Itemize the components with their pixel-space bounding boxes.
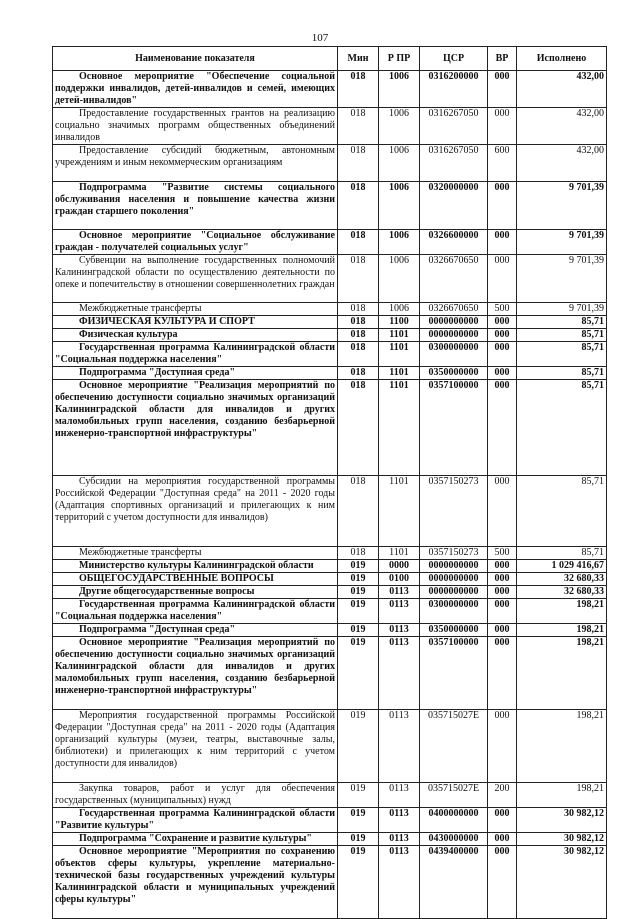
row-done-cell: 85,71 bbox=[517, 329, 607, 342]
row-rpr-cell: 0113 bbox=[379, 783, 420, 808]
table-row bbox=[53, 710, 607, 783]
row-csr-cell: 0326670650 bbox=[420, 255, 488, 303]
row-min-cell: 018 bbox=[338, 230, 379, 255]
row-csr-cell: 0430000000 bbox=[420, 833, 488, 846]
table-row bbox=[53, 476, 607, 547]
row-min-cell: 019 bbox=[338, 624, 379, 637]
table-row bbox=[53, 833, 607, 846]
table-row bbox=[53, 846, 607, 919]
row-vr-cell: 500 bbox=[488, 547, 517, 560]
row-done-cell: 32 680,33 bbox=[517, 586, 607, 599]
row-rpr-cell: 0113 bbox=[379, 710, 420, 783]
row-done-cell: 85,71 bbox=[517, 476, 607, 547]
row-vr-cell: 000 bbox=[488, 108, 517, 145]
row-min-cell: 018 bbox=[338, 108, 379, 145]
row-vr-cell: 000 bbox=[488, 182, 517, 230]
table-row bbox=[53, 808, 607, 833]
header-rpr: Р ПР bbox=[379, 47, 420, 71]
row-name-cell: Субсидии на мероприятия государственной программы Российской Федерации "Доступная среда" на 2011 - 2020 годы (Адаптация спортивных организаций и прилегающих к ним территорий с учетом доступности для инвалидов) bbox=[53, 476, 338, 547]
row-min-cell: 019 bbox=[338, 710, 379, 783]
row-min-cell: 019 bbox=[338, 833, 379, 846]
row-csr-cell: 035715027E bbox=[420, 710, 488, 783]
row-rpr-cell: 0113 bbox=[379, 833, 420, 846]
table-row bbox=[53, 560, 607, 573]
row-done-cell: 9 701,39 bbox=[517, 255, 607, 303]
row-rpr-cell: 0113 bbox=[379, 846, 420, 919]
row-vr-cell: 000 bbox=[488, 255, 517, 303]
row-vr-cell: 000 bbox=[488, 316, 517, 329]
row-csr-cell: 0400000000 bbox=[420, 808, 488, 833]
row-name-cell: Министерство культуры Калининградской области bbox=[53, 560, 338, 573]
row-csr-cell: 0357150273 bbox=[420, 476, 488, 547]
row-name-cell: ФИЗИЧЕСКАЯ КУЛЬТУРА И СПОРТ bbox=[53, 316, 338, 329]
table-row bbox=[53, 783, 607, 808]
row-rpr-cell: 1006 bbox=[379, 145, 420, 182]
row-min-cell: 019 bbox=[338, 573, 379, 586]
row-vr-cell: 000 bbox=[488, 329, 517, 342]
row-csr-cell: 0357100000 bbox=[420, 380, 488, 476]
row-done-cell: 32 680,33 bbox=[517, 573, 607, 586]
row-rpr-cell: 0100 bbox=[379, 573, 420, 586]
row-vr-cell: 000 bbox=[488, 380, 517, 476]
table-row bbox=[53, 624, 607, 637]
row-vr-cell: 200 bbox=[488, 783, 517, 808]
row-name-cell: Основное мероприятие "Реализация мероприятий по обеспечению доступности социально значимых организаций Калининградской области для инвалидов и других маломобильных групп населения, созданию безбарьерной инженерно-транспортной инфраструктуры" bbox=[53, 637, 338, 710]
row-done-cell: 85,71 bbox=[517, 316, 607, 329]
row-vr-cell: 000 bbox=[488, 624, 517, 637]
header-csr: ЦСР bbox=[420, 47, 488, 71]
row-done-cell: 9 701,39 bbox=[517, 182, 607, 230]
row-done-cell: 198,21 bbox=[517, 637, 607, 710]
row-min-cell: 019 bbox=[338, 808, 379, 833]
row-rpr-cell: 1101 bbox=[379, 380, 420, 476]
row-rpr-cell: 0113 bbox=[379, 599, 420, 624]
row-csr-cell: 0320000000 bbox=[420, 182, 488, 230]
row-rpr-cell: 1101 bbox=[379, 547, 420, 560]
row-vr-cell: 000 bbox=[488, 342, 517, 367]
row-min-cell: 018 bbox=[338, 145, 379, 182]
row-vr-cell: 000 bbox=[488, 71, 517, 108]
row-rpr-cell: 1101 bbox=[379, 342, 420, 367]
row-rpr-cell: 0113 bbox=[379, 586, 420, 599]
row-min-cell: 018 bbox=[338, 367, 379, 380]
row-name-cell: Основное мероприятие "Реализация мероприятий по обеспечению доступности социально значимых организаций Калининградской области для инвалидов и других маломобильных групп населения, созданию безбарьерной инженерно-транспортной инфраструктуры" bbox=[53, 380, 338, 476]
table-row bbox=[53, 586, 607, 599]
row-rpr-cell: 0113 bbox=[379, 637, 420, 710]
row-done-cell: 85,71 bbox=[517, 342, 607, 367]
row-min-cell: 019 bbox=[338, 560, 379, 573]
row-csr-cell: 0000000000 bbox=[420, 329, 488, 342]
header-done: Исполнено bbox=[517, 47, 607, 71]
row-csr-cell: 0000000000 bbox=[420, 586, 488, 599]
row-min-cell: 019 bbox=[338, 586, 379, 599]
row-rpr-cell: 1006 bbox=[379, 182, 420, 230]
row-rpr-cell: 0113 bbox=[379, 624, 420, 637]
row-done-cell: 30 982,12 bbox=[517, 833, 607, 846]
row-csr-cell: 0316267050 bbox=[420, 145, 488, 182]
table-row bbox=[53, 230, 607, 255]
row-vr-cell: 000 bbox=[488, 476, 517, 547]
row-name-cell: Межбюджетные трансферты bbox=[53, 547, 338, 560]
row-csr-cell: 0000000000 bbox=[420, 573, 488, 586]
row-name-cell: Основное мероприятие "Обеспечение социальной поддержки инвалидов, детей-инвалидов и семей, имеющих детей-инвалидов" bbox=[53, 71, 338, 108]
row-done-cell: 198,21 bbox=[517, 783, 607, 808]
row-name-cell: Физическая культура bbox=[53, 329, 338, 342]
row-done-cell: 85,71 bbox=[517, 547, 607, 560]
row-vr-cell: 000 bbox=[488, 573, 517, 586]
row-name-cell: Подпрограмма "Развитие системы социального обслуживания населения и повышение качества жизни граждан старшего поколения" bbox=[53, 182, 338, 230]
header-vr: ВР bbox=[488, 47, 517, 71]
row-rpr-cell: 1006 bbox=[379, 71, 420, 108]
row-name-cell: Подпрограмма "Доступная среда" bbox=[53, 624, 338, 637]
row-rpr-cell: 1006 bbox=[379, 303, 420, 316]
row-name-cell: Закупка товаров, работ и услуг для обеспечения государственных (муниципальных) нужд bbox=[53, 783, 338, 808]
row-vr-cell: 000 bbox=[488, 586, 517, 599]
row-name-cell: Другие общегосударственные вопросы bbox=[53, 586, 338, 599]
row-vr-cell: 000 bbox=[488, 560, 517, 573]
row-name-cell: Субвенции на выполнение государственных полномочий Калининградской области по осуществлению деятельности по опеке и попечительству в отношении совершеннолетних граждан bbox=[53, 255, 338, 303]
row-rpr-cell: 0113 bbox=[379, 808, 420, 833]
row-done-cell: 85,71 bbox=[517, 367, 607, 380]
row-done-cell: 198,21 bbox=[517, 710, 607, 783]
row-vr-cell: 000 bbox=[488, 846, 517, 919]
row-rpr-cell: 1006 bbox=[379, 230, 420, 255]
row-csr-cell: 0316200000 bbox=[420, 71, 488, 108]
row-done-cell: 432,00 bbox=[517, 145, 607, 182]
row-name-cell: Подпрограмма "Сохранение и развитие культуры" bbox=[53, 833, 338, 846]
table-row bbox=[53, 547, 607, 560]
row-name-cell: Государственная программа Калининградской области "Социальная поддержка населения" bbox=[53, 599, 338, 624]
table-row bbox=[53, 342, 607, 367]
row-name-cell: Государственная программа Калининградской области "Развитие культуры" bbox=[53, 808, 338, 833]
row-min-cell: 018 bbox=[338, 182, 379, 230]
row-csr-cell: 0300000000 bbox=[420, 599, 488, 624]
row-min-cell: 018 bbox=[338, 476, 379, 547]
row-vr-cell: 500 bbox=[488, 303, 517, 316]
row-name-cell: ОБЩЕГОСУДАРСТВЕННЫЕ ВОПРОСЫ bbox=[53, 573, 338, 586]
row-rpr-cell: 1006 bbox=[379, 108, 420, 145]
table-row bbox=[53, 599, 607, 624]
row-csr-cell: 0326670650 bbox=[420, 303, 488, 316]
row-vr-cell: 600 bbox=[488, 145, 517, 182]
row-name-cell: Основное мероприятие "Социальное обслуживание граждан - получателей социальных услуг" bbox=[53, 230, 338, 255]
row-csr-cell: 0357150273 bbox=[420, 547, 488, 560]
row-vr-cell: 000 bbox=[488, 367, 517, 380]
table-row bbox=[53, 573, 607, 586]
row-min-cell: 018 bbox=[338, 71, 379, 108]
row-min-cell: 019 bbox=[338, 783, 379, 808]
row-name-cell: Подпрограмма "Доступная среда" bbox=[53, 367, 338, 380]
header-name: Наименование показателя bbox=[53, 47, 338, 71]
row-vr-cell: 000 bbox=[488, 833, 517, 846]
row-done-cell: 432,00 bbox=[517, 108, 607, 145]
table-row bbox=[53, 637, 607, 710]
row-done-cell: 9 701,39 bbox=[517, 303, 607, 316]
row-min-cell: 018 bbox=[338, 329, 379, 342]
row-csr-cell: 0350000000 bbox=[420, 624, 488, 637]
row-min-cell: 018 bbox=[338, 547, 379, 560]
row-done-cell: 432,00 bbox=[517, 71, 607, 108]
table-row bbox=[53, 255, 607, 303]
table-row bbox=[53, 367, 607, 380]
row-min-cell: 018 bbox=[338, 380, 379, 476]
row-min-cell: 018 bbox=[338, 255, 379, 303]
row-min-cell: 018 bbox=[338, 316, 379, 329]
table-row bbox=[53, 303, 607, 316]
row-csr-cell: 035715027E bbox=[420, 783, 488, 808]
table-row bbox=[53, 71, 607, 108]
row-csr-cell: 0300000000 bbox=[420, 342, 488, 367]
row-csr-cell: 0316267050 bbox=[420, 108, 488, 145]
table-row bbox=[53, 145, 607, 182]
row-done-cell: 30 982,12 bbox=[517, 808, 607, 833]
row-done-cell: 198,21 bbox=[517, 599, 607, 624]
row-min-cell: 018 bbox=[338, 342, 379, 367]
row-csr-cell: 0439400000 bbox=[420, 846, 488, 919]
row-csr-cell: 0000000000 bbox=[420, 560, 488, 573]
row-csr-cell: 0357100000 bbox=[420, 637, 488, 710]
row-done-cell: 1 029 416,67 bbox=[517, 560, 607, 573]
row-rpr-cell: 1101 bbox=[379, 476, 420, 547]
row-done-cell: 9 701,39 bbox=[517, 230, 607, 255]
row-done-cell: 198,21 bbox=[517, 624, 607, 637]
row-name-cell: Предоставление субсидий бюджетным, автономным учреждениям и иным некоммерческим организациям bbox=[53, 145, 338, 182]
row-csr-cell: 0000000000 bbox=[420, 316, 488, 329]
table-row bbox=[53, 108, 607, 145]
row-csr-cell: 0350000000 bbox=[420, 367, 488, 380]
row-done-cell: 30 982,12 bbox=[517, 846, 607, 919]
row-min-cell: 019 bbox=[338, 846, 379, 919]
row-min-cell: 018 bbox=[338, 303, 379, 316]
row-csr-cell: 0326600000 bbox=[420, 230, 488, 255]
row-name-cell: Межбюджетные трансферты bbox=[53, 303, 338, 316]
table-row bbox=[53, 380, 607, 476]
row-name-cell: Государственная программа Калининградской области "Социальная поддержка населения" bbox=[53, 342, 338, 367]
row-rpr-cell: 0000 bbox=[379, 560, 420, 573]
row-min-cell: 019 bbox=[338, 599, 379, 624]
row-name-cell: Предоставление государственных грантов на реализацию социально значимых программ общественных объединений инвалидов bbox=[53, 108, 338, 145]
row-min-cell: 019 bbox=[338, 637, 379, 710]
table-row bbox=[53, 329, 607, 342]
table-row bbox=[53, 316, 607, 329]
table-header-row bbox=[53, 47, 607, 71]
row-vr-cell: 000 bbox=[488, 808, 517, 833]
row-rpr-cell: 1006 bbox=[379, 255, 420, 303]
table-row bbox=[53, 182, 607, 230]
row-rpr-cell: 1101 bbox=[379, 367, 420, 380]
row-vr-cell: 000 bbox=[488, 230, 517, 255]
row-name-cell: Мероприятия государственной программы Российской Федерации "Доступная среда" на 2011 - 2020 годы (Адаптация организаций культуры (музеи, театры, выставочные залы, библиотеки) и прилегающих к ним территорий с учетом доступности для инвалидов) bbox=[53, 710, 338, 783]
header-min: Мин bbox=[338, 47, 379, 71]
row-name-cell: Основное мероприятие "Мероприятия по сохранению объектов сферы культуры, укрепление материально-технической базы государственных учреждений культуры Калининградской области и муниципальных учреждений сферы культуры" bbox=[53, 846, 338, 919]
row-vr-cell: 000 bbox=[488, 710, 517, 783]
row-vr-cell: 000 bbox=[488, 599, 517, 624]
page-number: 107 bbox=[311, 32, 329, 44]
row-vr-cell: 000 bbox=[488, 637, 517, 710]
budget-table bbox=[52, 46, 607, 919]
row-rpr-cell: 1101 bbox=[379, 329, 420, 342]
row-rpr-cell: 1100 bbox=[379, 316, 420, 329]
row-done-cell: 85,71 bbox=[517, 380, 607, 476]
